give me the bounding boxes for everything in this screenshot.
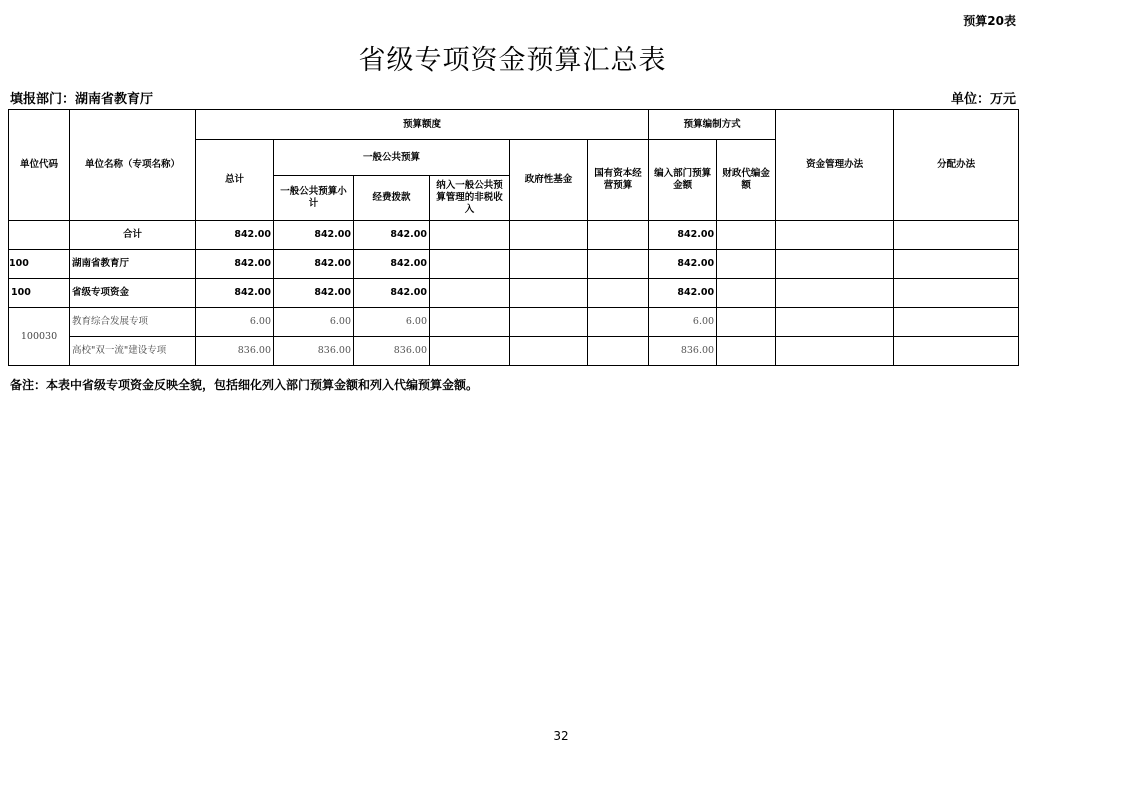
cell-name: 高校"双一流"建设专项 [70, 337, 196, 366]
cell-code: 100 [9, 250, 70, 279]
table-row [9, 308, 1019, 337]
header-total: 总计 [196, 140, 274, 221]
cell-alloc-method [894, 250, 1019, 279]
cell-code [9, 221, 70, 250]
cell-fiscal-agency [717, 308, 776, 337]
cell-fiscal-agency [717, 250, 776, 279]
cell-total: 842.00 [196, 221, 274, 250]
cell-subtotal: 836.00 [274, 337, 354, 366]
page-title: 省级专项资金预算汇总表 [358, 45, 667, 76]
cell-gov-fund [510, 221, 588, 250]
cell-total: 6.00 [196, 308, 274, 337]
table-number: 预算20表 [963, 14, 1016, 28]
cell-gov-fund [510, 279, 588, 308]
cell-state-capital [588, 279, 649, 308]
table-row-total [9, 221, 1019, 250]
cell-funding: 842.00 [354, 250, 430, 279]
header-general-public: 一般公共预算 [274, 140, 510, 176]
department-label: 填报部门：湖南省教育厅 [10, 92, 154, 107]
header-state-capital: 国有资本经营预算 [588, 140, 649, 221]
cell-mgmt-method [776, 337, 894, 366]
cell-funding: 842.00 [354, 279, 430, 308]
header-dept-budget: 编入部门预算金额 [649, 140, 717, 221]
cell-fiscal-agency [717, 221, 776, 250]
cell-gov-fund [510, 250, 588, 279]
cell-mgmt-method [776, 221, 894, 250]
cell-dept-budget: 842.00 [649, 250, 717, 279]
cell-nontax [430, 308, 510, 337]
cell-state-capital [588, 337, 649, 366]
cell-alloc-method [894, 308, 1019, 337]
header-funding: 经费拨款 [354, 176, 430, 221]
page-number: 32 [553, 729, 569, 743]
cell-funding: 6.00 [354, 308, 430, 337]
cell-alloc-method [894, 221, 1019, 250]
header-unit-name: 单位名称（专项名称） [70, 110, 196, 221]
cell-mgmt-method [776, 279, 894, 308]
header-row-1 [9, 110, 1019, 140]
header-gov-fund: 政府性基金 [510, 140, 588, 221]
unit-label: 单位：万元 [950, 92, 1016, 107]
budget-table [8, 109, 1019, 366]
cell-nontax [430, 250, 510, 279]
cell-gov-fund [510, 337, 588, 366]
header-nontax: 纳入一般公共预算管理的非税收入 [430, 176, 510, 221]
cell-dept-budget: 6.00 [649, 308, 717, 337]
cell-alloc-method [894, 279, 1019, 308]
cell-alloc-method [894, 337, 1019, 366]
table-row [9, 250, 1019, 279]
table-row [9, 337, 1019, 366]
table-note: 备注：本表中省级专项资金反映全貌，包括细化列入部门预算金额和列入代编预算金额。 [10, 378, 479, 392]
cell-gov-fund [510, 308, 588, 337]
cell-total: 842.00 [196, 250, 274, 279]
header-fiscal-agency: 财政代编金额 [717, 140, 776, 221]
cell-fiscal-agency [717, 279, 776, 308]
cell-funding: 842.00 [354, 221, 430, 250]
cell-subtotal: 842.00 [274, 221, 354, 250]
cell-nontax [430, 221, 510, 250]
cell-mgmt-method [776, 250, 894, 279]
cell-name: 教育综合发展专项 [70, 308, 196, 337]
cell-state-capital [588, 308, 649, 337]
header-alloc-method: 分配办法 [894, 110, 1019, 221]
header-mgmt-method: 资金管理办法 [776, 110, 894, 221]
cell-mgmt-method [776, 308, 894, 337]
cell-nontax [430, 337, 510, 366]
cell-dept-budget: 836.00 [649, 337, 717, 366]
cell-total: 836.00 [196, 337, 274, 366]
header-unit-code: 单位代码 [9, 110, 70, 221]
cell-state-capital [588, 221, 649, 250]
cell-funding: 836.00 [354, 337, 430, 366]
table-row [9, 279, 1019, 308]
cell-code: 100030 [9, 308, 70, 366]
cell-fiscal-agency [717, 337, 776, 366]
cell-dept-budget: 842.00 [649, 279, 717, 308]
cell-name: 湖南省教育厅 [70, 250, 196, 279]
cell-dept-budget: 842.00 [649, 221, 717, 250]
cell-subtotal: 6.00 [274, 308, 354, 337]
cell-nontax [430, 279, 510, 308]
cell-name: 合计 [70, 221, 196, 250]
cell-total: 842.00 [196, 279, 274, 308]
cell-code: 100 [9, 279, 70, 308]
cell-subtotal: 842.00 [274, 279, 354, 308]
header-budget-amount: 预算额度 [196, 110, 649, 140]
header-compile-method: 预算编制方式 [649, 110, 776, 140]
cell-name: 省级专项资金 [70, 279, 196, 308]
header-gp-subtotal: 一般公共预算小计 [274, 176, 354, 221]
cell-subtotal: 842.00 [274, 250, 354, 279]
cell-state-capital [588, 250, 649, 279]
